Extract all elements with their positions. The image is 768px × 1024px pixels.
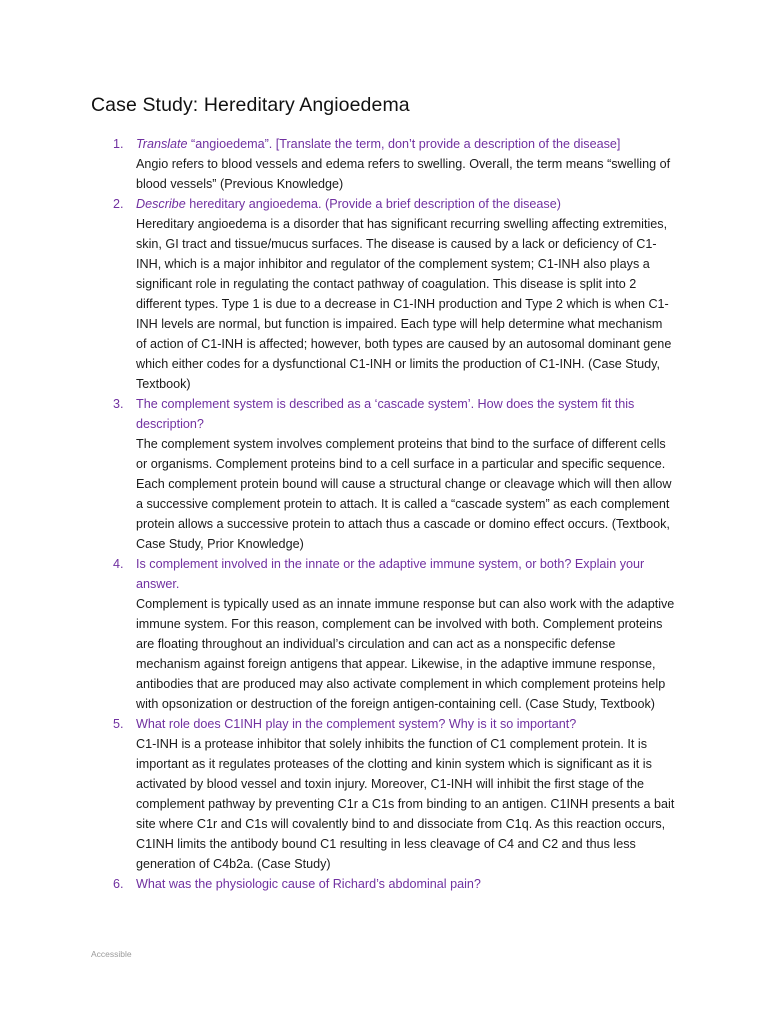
- item-number: 3.: [113, 397, 124, 411]
- question-text: [136, 554, 674, 594]
- list-item: [0, 554, 768, 714]
- item-number: 1.: [113, 137, 124, 151]
- question-emphasis: Describe: [136, 197, 186, 211]
- answer-text: Complement is typically used as an innate immune response but can also work with the adaptive immune system. For this reason, complement can be involved with both. Complement proteins are floating throughout an individual’s circulation and can act as a nonspecific defense mechanism against foreign antigens that appear. Likewise, in the adaptive immune response, antibodies that are produced may also activate complement in which complement proteins help with opsonization or destruction of the foreign antigen-containing cell. (Case Study, Textbook): [136, 597, 675, 711]
- question-body: What was the physiologic cause of Richard’s abdominal pain?: [136, 877, 481, 891]
- list-item: [0, 714, 768, 874]
- question-body: hereditary angioedema. (Provide a brief description of the disease): [185, 197, 561, 211]
- question-body: “angioedema”. [Translate the term, don’t provide a description of the disease]: [187, 137, 621, 151]
- list-item: [0, 394, 768, 554]
- question-emphasis: Translate: [136, 137, 188, 151]
- answer-text: C1-INH is a protease inhibitor that solely inhibits the function of C1 complement protein. It is important as it regulates proteases of the clotting and kinin system which is significant as it is activated by blood vessel and toxin injury. Moreover, C1-INH will inhibit the first stage of the complement pathway by preventing C1r a C1s from binding to an antigen. C1INH presents a bait site where C1r and C1s will covalently bind to and dissociate from C1q. As this reaction occurs, C1INH limits the antibody bound C1 resulting in less cleavage of C4 and C2 and thus less generation of C4b2a. (Case Study): [136, 737, 675, 871]
- footer-label: Accessible: [91, 949, 132, 959]
- question-list: [0, 134, 768, 894]
- item-number: 5.: [113, 717, 124, 731]
- list-item: [0, 194, 768, 394]
- question-body: The complement system is described as a ‘cascade system’. How does the system fit this description?: [136, 397, 635, 431]
- question-text: [136, 194, 674, 214]
- list-item: [0, 874, 768, 894]
- question-body: Is complement involved in the innate or the adaptive immune system, or both? Explain your answer.: [136, 557, 645, 591]
- answer-text: The complement system involves complement proteins that bind to the surface of different cells or organisms. Complement proteins bind to a cell surface in a particular and specific sequence. Each complement protein bound will cause a structural change or cleavage which will then allow a successive complement protein to attach. It is called a “cascade system” as each complement protein allows a successive protein to attach thus a cascade or domino effect occurs. (Textbook, Case Study, Prior Knowledge): [136, 437, 672, 551]
- question-text: [136, 714, 674, 734]
- question-text: [136, 394, 674, 434]
- question-text: [136, 134, 674, 154]
- question-text: [136, 874, 674, 894]
- list-item: [0, 134, 768, 194]
- answer-text: Hereditary angioedema is a disorder that has significant recurring swelling affecting extremities, skin, GI tract and tissue/mucus surfaces. The disease is caused by a lack or deficiency of C1-INH, which is a major inhibitor and regulator of the complement system; C1-INH also plays a significant role in regulating the contact pathway of coagulation. This disease is split into 2 different types. Type 1 is due to a decrease in C1-INH production and Type 2 which is when C1-INH levels are normal, but function is impaired. Each type will help determine what mechanism of action of C1-INH is affected; however, both types are caused by an autosomal dominant gene which either codes for a dysfunctional C1-INH or limits the production of C1-INH. (Case Study, Textbook): [136, 217, 672, 391]
- question-body: What role does C1INH play in the complement system? Why is it so important?: [136, 717, 577, 731]
- item-number: 2.: [113, 197, 124, 211]
- answer-text: Angio refers to blood vessels and edema refers to swelling. Overall, the term means “swelling of blood vessels” (Previous Knowledge): [136, 157, 671, 191]
- item-number: 4.: [113, 557, 124, 571]
- item-number: 6.: [113, 877, 124, 891]
- page-title: Case Study: Hereditary Angioedema: [91, 94, 410, 116]
